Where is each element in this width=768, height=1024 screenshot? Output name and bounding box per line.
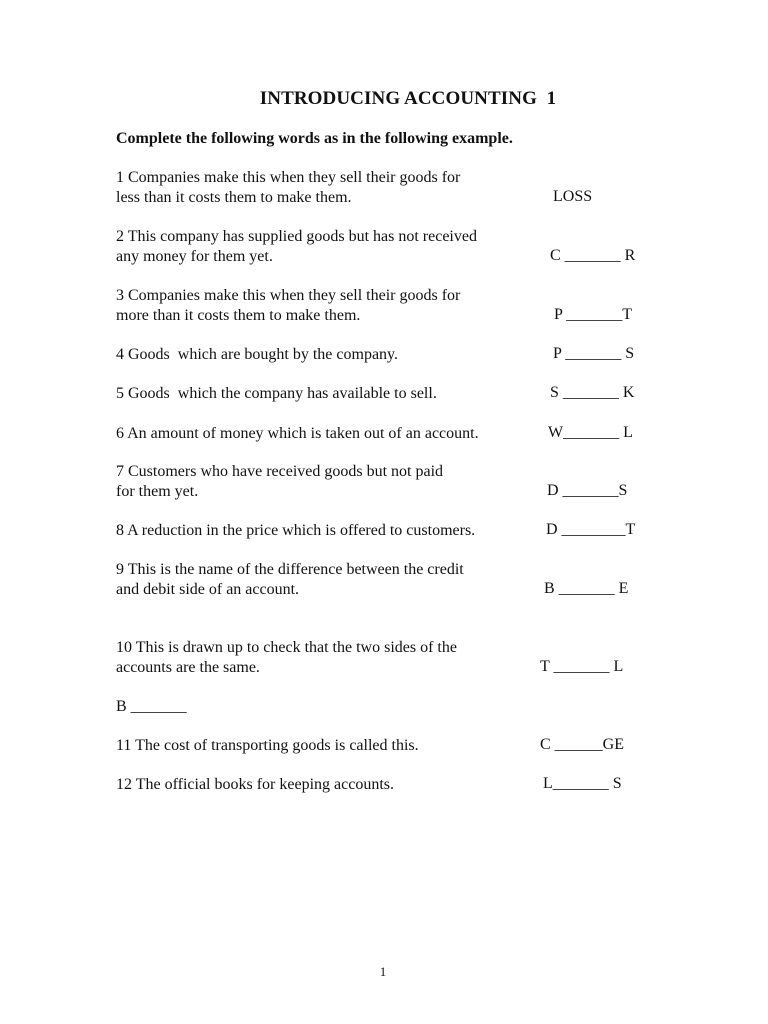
question-1 bbox=[116, 168, 460, 207]
worksheet-title: INTRODUCING ACCOUNTING 1 bbox=[259, 88, 557, 109]
answer-11: C ______GE bbox=[540, 736, 624, 753]
question-2-line-1: 2 This company has supplied goods but has not received bbox=[116, 228, 477, 245]
question-11 bbox=[116, 736, 419, 756]
question-7-line-1: 7 Customers who have received goods but not paid bbox=[116, 463, 444, 480]
question-7-line-2: for them yet. bbox=[116, 482, 199, 500]
answer-5: S _______ K bbox=[550, 384, 635, 401]
question-4 bbox=[116, 345, 398, 365]
question-5 bbox=[116, 384, 437, 404]
answer-10-continuation-text: B _______ bbox=[116, 698, 187, 715]
question-9-line-1: 9 This is the name of the difference between the credit bbox=[116, 561, 464, 578]
answer-6: W_______ L bbox=[548, 424, 633, 441]
answer-3: P _______T bbox=[554, 306, 633, 323]
question-6 bbox=[116, 424, 479, 444]
answer-10-continuation bbox=[116, 697, 187, 717]
question-10-line-2: accounts are the same. bbox=[116, 658, 260, 676]
question-3-line-1: 3 Companies make this when they sell their goods for bbox=[116, 287, 461, 304]
question-12-line-1: 12 The official books for keeping accounts. bbox=[116, 776, 394, 793]
question-5-line-1: 5 Goods which the company has available to sell. bbox=[116, 385, 437, 402]
question-3-line-2: more than it costs them to make them. bbox=[116, 306, 361, 324]
question-6-line-1: 6 An amount of money which is taken out of an account. bbox=[116, 425, 479, 442]
question-4-line-1: 4 Goods which are bought by the company. bbox=[116, 346, 399, 363]
question-3 bbox=[116, 286, 460, 325]
answer-1: LOSS bbox=[553, 188, 593, 205]
question-8 bbox=[116, 521, 475, 541]
page-number: 1 bbox=[379, 964, 387, 979]
question-7 bbox=[116, 462, 443, 501]
question-12 bbox=[116, 775, 394, 795]
answer-2: C _______ R bbox=[550, 247, 636, 264]
answer-7: D _______S bbox=[547, 482, 628, 499]
answer-4: P _______ S bbox=[553, 345, 635, 362]
question-1-line-2: less than it costs them to make them. bbox=[116, 188, 352, 206]
question-9-line-2: and debit side of an account. bbox=[116, 580, 300, 598]
question-9 bbox=[116, 560, 464, 599]
question-1-line-1: 1 Companies make this when they sell their goods for bbox=[116, 169, 461, 186]
answer-10: T _______ L bbox=[540, 658, 624, 675]
question-11-line-1: 11 The cost of transporting goods is called this. bbox=[116, 737, 419, 754]
instruction-text: Complete the following words as in the following example. bbox=[116, 130, 513, 147]
answer-8: D ________T bbox=[546, 521, 636, 538]
answer-12: L_______ S bbox=[543, 775, 622, 792]
question-10 bbox=[116, 638, 457, 677]
question-2-line-2: any money for them yet. bbox=[116, 247, 273, 265]
question-10-line-1: 10 This is drawn up to check that the two sides of the bbox=[116, 639, 457, 656]
question-8-line-1: 8 A reduction in the price which is offered to customers. bbox=[116, 522, 476, 539]
answer-9: B _______ E bbox=[544, 580, 629, 597]
question-2 bbox=[116, 227, 477, 266]
